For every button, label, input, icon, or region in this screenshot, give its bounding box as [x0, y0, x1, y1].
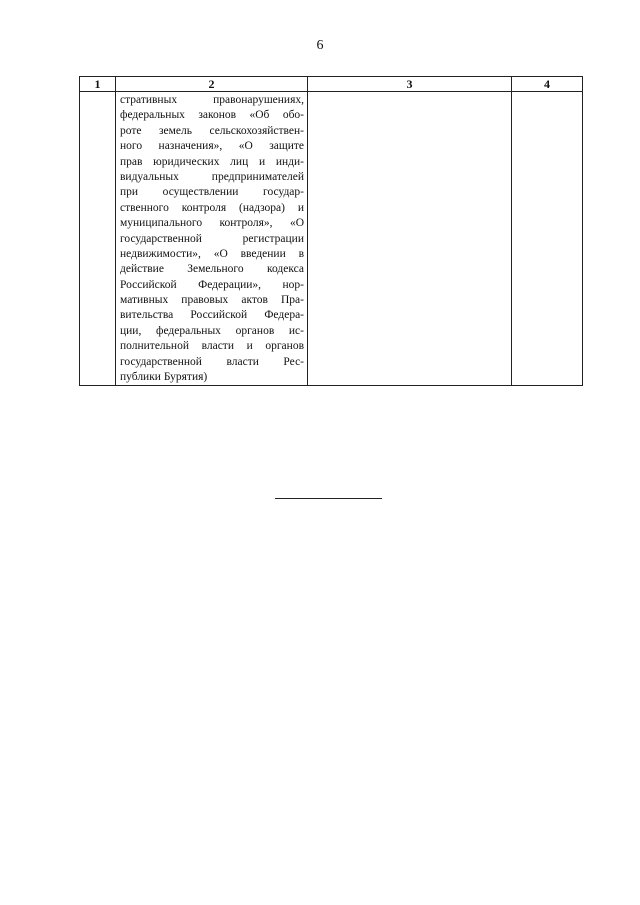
cell-text-line: стративных правонарушениях, [120, 94, 304, 106]
table-row [80, 92, 583, 386]
cell-text-line: федеральных законов «Об обо- [120, 109, 304, 122]
cell-text-line: мативных правовых актов Пра- [120, 294, 304, 307]
table-header-col-2: 2 [116, 77, 308, 92]
end-rule [275, 498, 382, 499]
table-cell-col-1 [80, 92, 116, 386]
cell-text-line: полнительной власти и органов [120, 340, 304, 353]
cell-text-line: Российской Федерации», нор- [120, 278, 304, 291]
document-table [79, 76, 583, 386]
table-cell-col-4 [512, 92, 583, 386]
table-header-col-1: 1 [80, 77, 116, 92]
cell-text-line: недвижимости», «О введении в [120, 247, 304, 260]
cell-text-line: прав юридических лиц и инди- [120, 155, 304, 168]
cell-text-line: видуальных предпринимателей [120, 170, 304, 183]
page-number: 6 [316, 38, 324, 53]
cell-text-line: государственной регистрации [120, 232, 304, 245]
cell-text-line: действие Земельного кодекса [120, 263, 304, 276]
cell-text-line: ции, федеральных органов ис- [120, 324, 304, 337]
cell-text-line: вительства Российской Федера- [120, 309, 304, 322]
table-header-col-3: 3 [308, 77, 512, 92]
table-cell-col-2 [116, 92, 308, 386]
cell-text-line: роте земель сельскохозяйствен- [120, 124, 304, 137]
cell-text-line: ного назначения», «О защите [120, 140, 304, 153]
cell-text-line: муниципального контроля», «О [120, 217, 304, 230]
table-cell-col-3 [308, 92, 512, 386]
cell-text-line: государственной власти Рес- [120, 355, 304, 368]
cell-text-line: ственного контроля (надзора) и [120, 201, 304, 214]
table-header-row [80, 77, 583, 92]
cell-text [116, 92, 307, 385]
cell-text-line: при осуществлении государ- [120, 186, 304, 199]
table-header-col-4: 4 [512, 77, 583, 92]
cell-text-line: публики Бурятия) [120, 371, 208, 384]
